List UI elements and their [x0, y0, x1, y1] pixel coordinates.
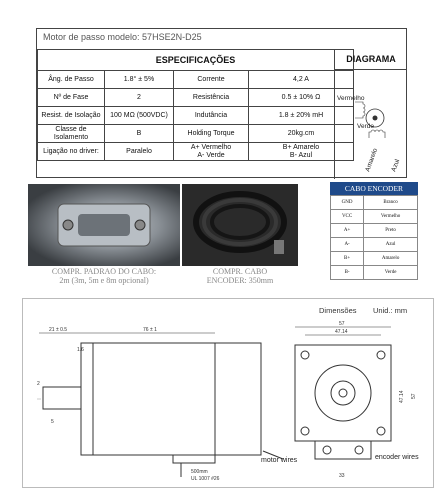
- motor-wires-label: motor wires: [261, 457, 298, 464]
- encoder-cell: Amarelo: [364, 252, 418, 266]
- spec-cell: Resist. de Isolação: [38, 107, 105, 125]
- encoder-cell: Preto: [364, 224, 418, 238]
- wiring-diagram: [335, 70, 407, 178]
- db15-cable-photo: [28, 184, 180, 266]
- spec-cell: 1.8 ± 20% mH: [249, 107, 354, 125]
- dimension-drawing: [22, 298, 434, 488]
- spec-cell: Paralelo: [105, 143, 174, 161]
- spec-row: [38, 125, 354, 143]
- encoder-cell: Verde: [364, 266, 418, 280]
- dim-hole-spacing-v: 47.14: [399, 390, 405, 403]
- spec-cell: Resistência: [174, 89, 249, 107]
- encoder-cell: GND: [331, 196, 364, 210]
- dim-flange: 1.6: [77, 347, 84, 353]
- cable-caption-line1: COMPR. PADRAO DO CABO:: [51, 267, 157, 276]
- dim-connector: 33: [339, 473, 345, 479]
- dim-cable-length: 500mm: [191, 469, 208, 475]
- spec-cell: 2: [105, 89, 174, 107]
- encoder-table-title: CABO ENCODER: [330, 182, 418, 195]
- spec-cell: Corrente: [174, 71, 249, 89]
- encoder-row: [331, 238, 418, 252]
- encoder-row: [331, 224, 418, 238]
- dim-width: 57: [339, 321, 345, 327]
- encoder-caption-line2: ENCODER: 350mm: [206, 276, 274, 285]
- spec-row: [38, 89, 354, 107]
- dim-key: 2: [37, 381, 40, 387]
- encoder-cell: VCC: [331, 210, 364, 224]
- cable-caption: [22, 267, 186, 285]
- spec-row: [38, 143, 354, 161]
- spec-cell: 4,2 A: [249, 71, 354, 89]
- spec-sheet: [36, 28, 407, 178]
- dim-shaft-dia: 5: [51, 419, 54, 425]
- encoder-row: [331, 210, 418, 224]
- spec-cell: Âng. de Passo: [38, 71, 105, 89]
- encoder-cell: A+: [331, 224, 364, 238]
- dim-body-length: 76 ± 1: [143, 327, 157, 333]
- encoder-cell: A-: [331, 238, 364, 252]
- wire-blue-label: Azul: [390, 158, 402, 173]
- encoder-cable-table: [330, 182, 418, 280]
- spec-cell: 100 MΩ (500VDC): [105, 107, 174, 125]
- dim-height: 57: [411, 393, 417, 399]
- spec-table: [37, 49, 354, 161]
- spec-cell: 0.5 ± 10% Ω: [249, 89, 354, 107]
- spec-cell: A+ Vermelho A- Verde: [174, 143, 249, 161]
- dimensions-title: Dimensões: [319, 306, 357, 315]
- side-view: [37, 327, 283, 482]
- spec-row: [38, 71, 354, 89]
- dim-cable-spec: UL 1007 #26: [191, 476, 220, 482]
- spec-row: [38, 107, 354, 125]
- spec-header: ESPECIFICAÇÕES: [38, 50, 354, 71]
- encoder-cell: B-: [331, 266, 364, 280]
- spec-cell: B: [105, 125, 174, 143]
- spec-cell: Ligação no driver:: [38, 143, 105, 161]
- wire-yellow-label: Amarelo: [364, 147, 380, 173]
- encoder-cell: B+: [331, 252, 364, 266]
- cable-caption-line2: 2m (3m, 5m e 8m opcional): [59, 276, 149, 285]
- spec-cell: Classe de Isolamento: [38, 125, 105, 143]
- spec-cell: 20kg.cm: [249, 125, 354, 143]
- encoder-cable-photo: [182, 184, 298, 266]
- encoder-caption-line1: COMPR. CABO: [212, 267, 268, 276]
- encoder-row: [331, 266, 418, 280]
- sheet-title: Motor de passo modelo: 57HSE2N-D25: [43, 32, 202, 42]
- encoder-wires-label: encoder wires: [375, 454, 419, 461]
- spec-cell: 1.8° ± 5%: [105, 71, 174, 89]
- diagram-header: DIAGRAMA: [335, 49, 407, 70]
- encoder-caption: [182, 267, 298, 285]
- encoder-cell: Branco: [364, 196, 418, 210]
- encoder-row: [331, 196, 418, 210]
- encoder-cell: Azul: [364, 238, 418, 252]
- encoder-cell: Vermelho: [364, 210, 418, 224]
- spec-cell: Nº de Fase: [38, 89, 105, 107]
- wire-red-label: Vermelho: [337, 95, 365, 102]
- dim-shaft-length: 21 ± 0.5: [49, 327, 68, 333]
- units-label: Unid.: mm: [373, 306, 408, 315]
- spec-cell: B+ Amarelo B- Azul: [249, 143, 354, 161]
- dim-hole-spacing: 47.14: [335, 329, 348, 335]
- wire-green-label: Verde: [357, 123, 374, 130]
- spec-cell: Holding Torque: [174, 125, 249, 143]
- spec-cell: Indutância: [174, 107, 249, 125]
- encoder-row: [331, 252, 418, 266]
